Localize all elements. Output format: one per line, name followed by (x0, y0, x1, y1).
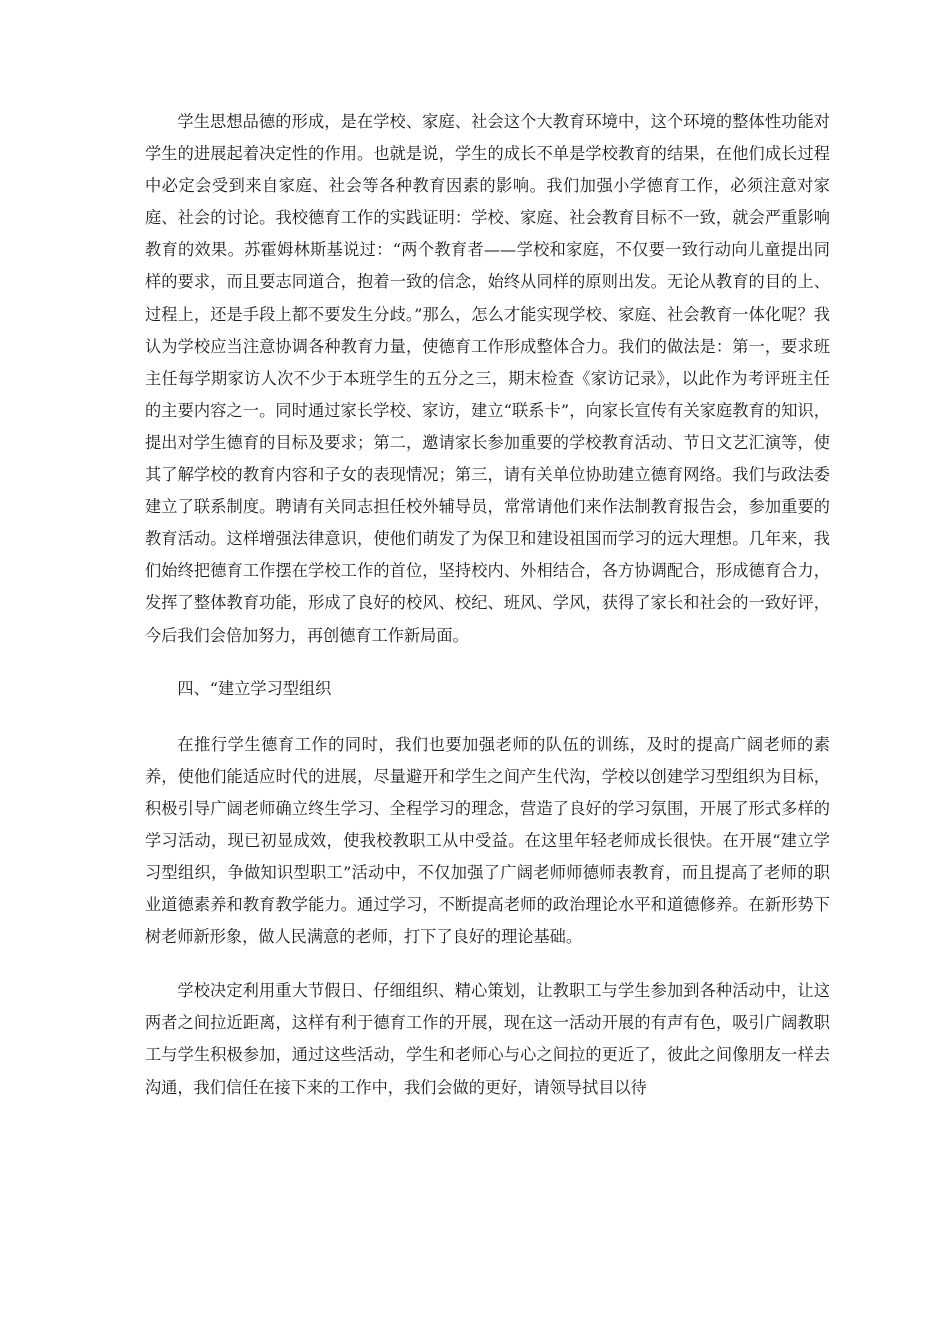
paragraph-learning-organization: 在推行学生德育工作的同时，我们也要加强老师的队伍的训练，及时的提高广阔老师的素养，使他们能适应时代的进展，尽量避开和学生之间产生代沟，学校以创建学习型组织为目标，积极引导广阔老师确立终生学习、全程学习的理念，营造了良好的学习氛围，开展了形式多样的学习活动，现已初显成效，使我校教职工从中受益。在这里年轻老师成长很快。在开展“建立学习型组织，争做知识型职工”活动中，不仅加强了广阔老师师德师表教育，而且提高了老师的职业道德素养和教育教学能力。通过学习，不断提高老师的政治理论水平和道德修养。在新形势下树老师新形象，做人民满意的老师，打下了良好的理论基础。 (145, 734, 830, 947)
paragraph-moral-education-integration: 学生思想品德的形成，是在学校、家庭、社会这个大教育环境中，这个环境的整体性功能对学生的进展起着决定性的作用。也就是说，学生的成长不单是学校教育的结果，在他们成长过程中必定会受到来自家庭、社会等各种教育因素的影响。我们加强小学德育工作，必须注意对家庭、社会的讨论。我校德育工作的实践证明：学校、家庭、社会教育目标不一致，就会严重影响教育的效果。苏霍姆林斯基说过：“两个教育者——学校和家庭，不仅要一致行动向儿童提出同样的要求，而且要志同道合，抱着一致的信念，始终从同样的原则出发。无论从教育的目的上、过程上，还是手段上都不要发生分歧。”那么，怎么才能实现学校、家庭、社会教育一体化呢？我认为学校应当注意协调各种教育力量，使德育工作形成整体合力。我们的做法是：第一，要求班主任每学期家访人次不少于本班学生的五分之三，期末检查《家访记录》，以此作为考评班主任的主要内容之一。同时通过家长学校、家访，建立“联系卡”，向家长宣传有关家庭教育的知识，提出对学生德育的目标及要求；第二，邀请家长参加重要的学校教育活动、节日文艺汇演等，使其了解学校的教育内容和子女的表现情况；第三，请有关单位协助建立德育网络。我们与政法委建立了联系制度。聘请有关同志担任校外辅导员，常常请他们来作法制教育报告会，参加重要的教育活动。这样增强法律意识，使他们萌发了为保卫和建设祖国而学习的远大理想。几年来，我们始终把德育工作摆在学校工作的首位，坚持校内、外相结合，各方协调配合，形成德育合力，发挥了整体教育功能，形成了良好的校风、校纪、班风、学风，获得了家长和社会的一致好评，今后我们会倍加努力，再创德育工作新局面。 (145, 112, 830, 645)
section-heading: 四、“建立学习型组织 (177, 678, 332, 698)
paragraph-activities: 学校决定利用重大节假日、仔细组织、精心策划，让教职工与学生参加到各种活动中，让这两者之间拉近距离，这样有利于德育工作的开展，现在这一活动开展的有声有色，吸引广阔教职工与学生积极参加，通过这些活动，学生和老师心与心之间拉的更近了，彼此之间像朋友一样去沟通，我们信任在接下来的工作中，我们会做的更好，请领导拭目以待 (145, 981, 830, 1097)
document-body (145, 106, 830, 1104)
